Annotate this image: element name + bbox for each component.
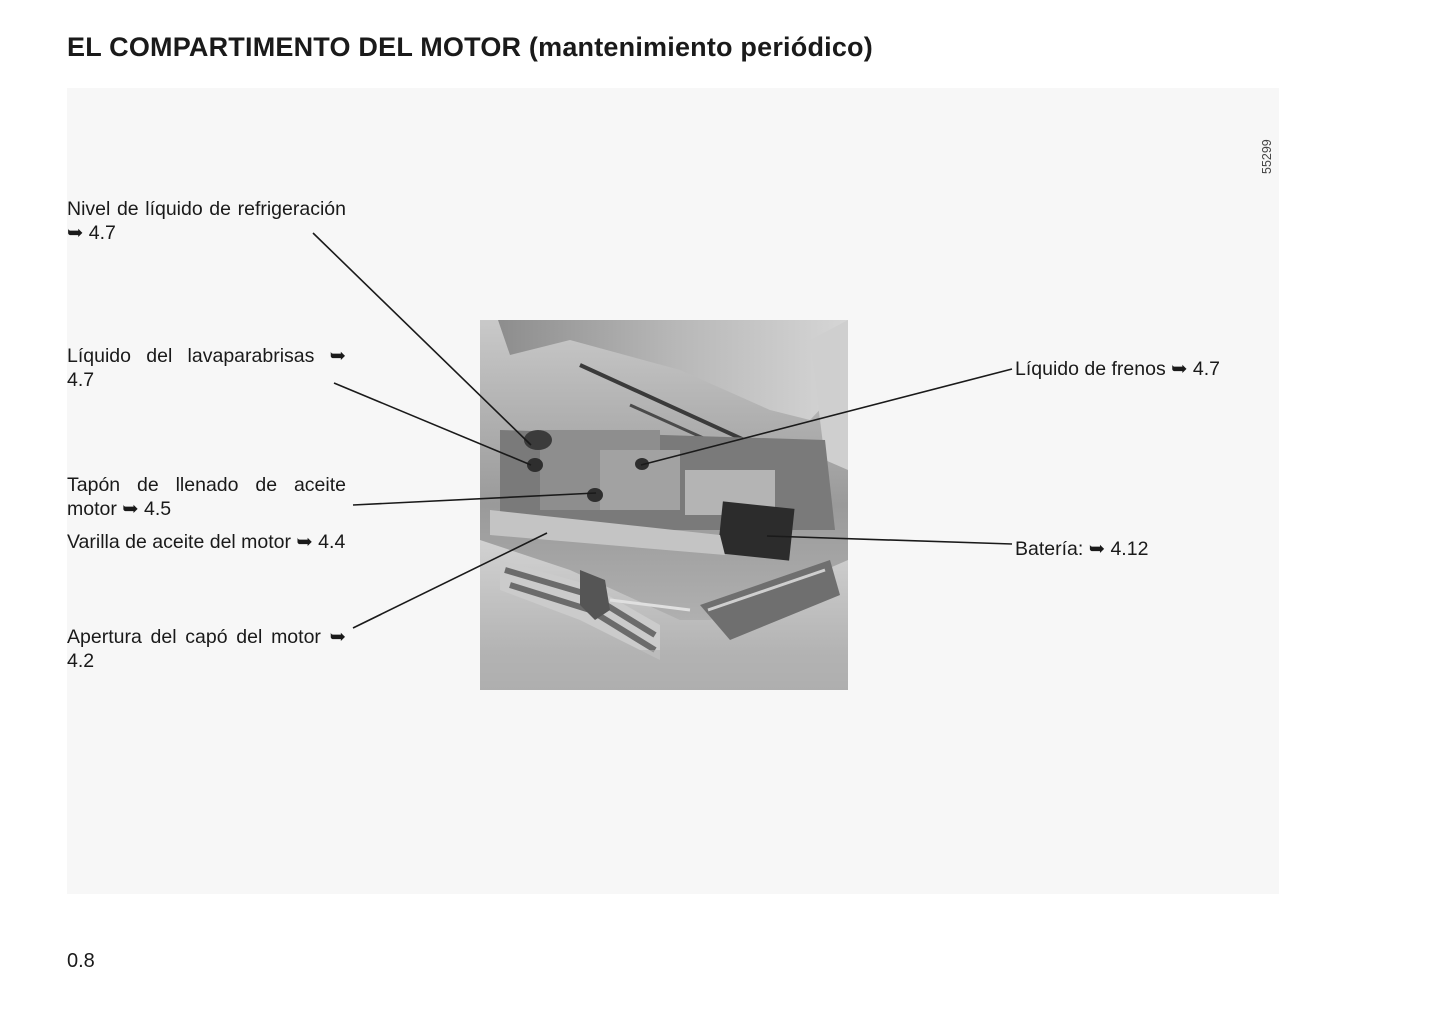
label-oil-dipstick: Varilla de aceite del motor ➥ 4.4 (67, 531, 346, 553)
label-battery: Batería: ➥ 4.12 (1015, 538, 1149, 560)
figure-reference-number: 55299 (1260, 139, 1274, 174)
label-oil-filler-cap: Tapón de llenado de aceite motor ➥ 4.5 (67, 474, 346, 520)
leader-line-oil-cap (353, 493, 596, 505)
label-bonnet-release: Apertura del capó del motor ➥ 4.2 (67, 626, 346, 672)
label-washer-fluid: Líquido del lavaparabrisas ➥ 4.7 (67, 345, 346, 391)
leader-line-brake (641, 369, 1012, 465)
leader-line-battery (767, 536, 1012, 544)
label-coolant-level: Nivel de líquido de refrigeración ➥ 4.7 (67, 198, 346, 244)
leader-line-bonnet (353, 533, 547, 628)
label-brake-fluid: Líquido de frenos ➥ 4.7 (1015, 358, 1220, 380)
leader-line-coolant (313, 233, 531, 445)
leader-line-washer (334, 383, 531, 465)
page-title: EL COMPARTIMENTO DEL MOTOR (mantenimiento periódico) (67, 32, 873, 62)
page-number: 0.8 (67, 950, 95, 972)
